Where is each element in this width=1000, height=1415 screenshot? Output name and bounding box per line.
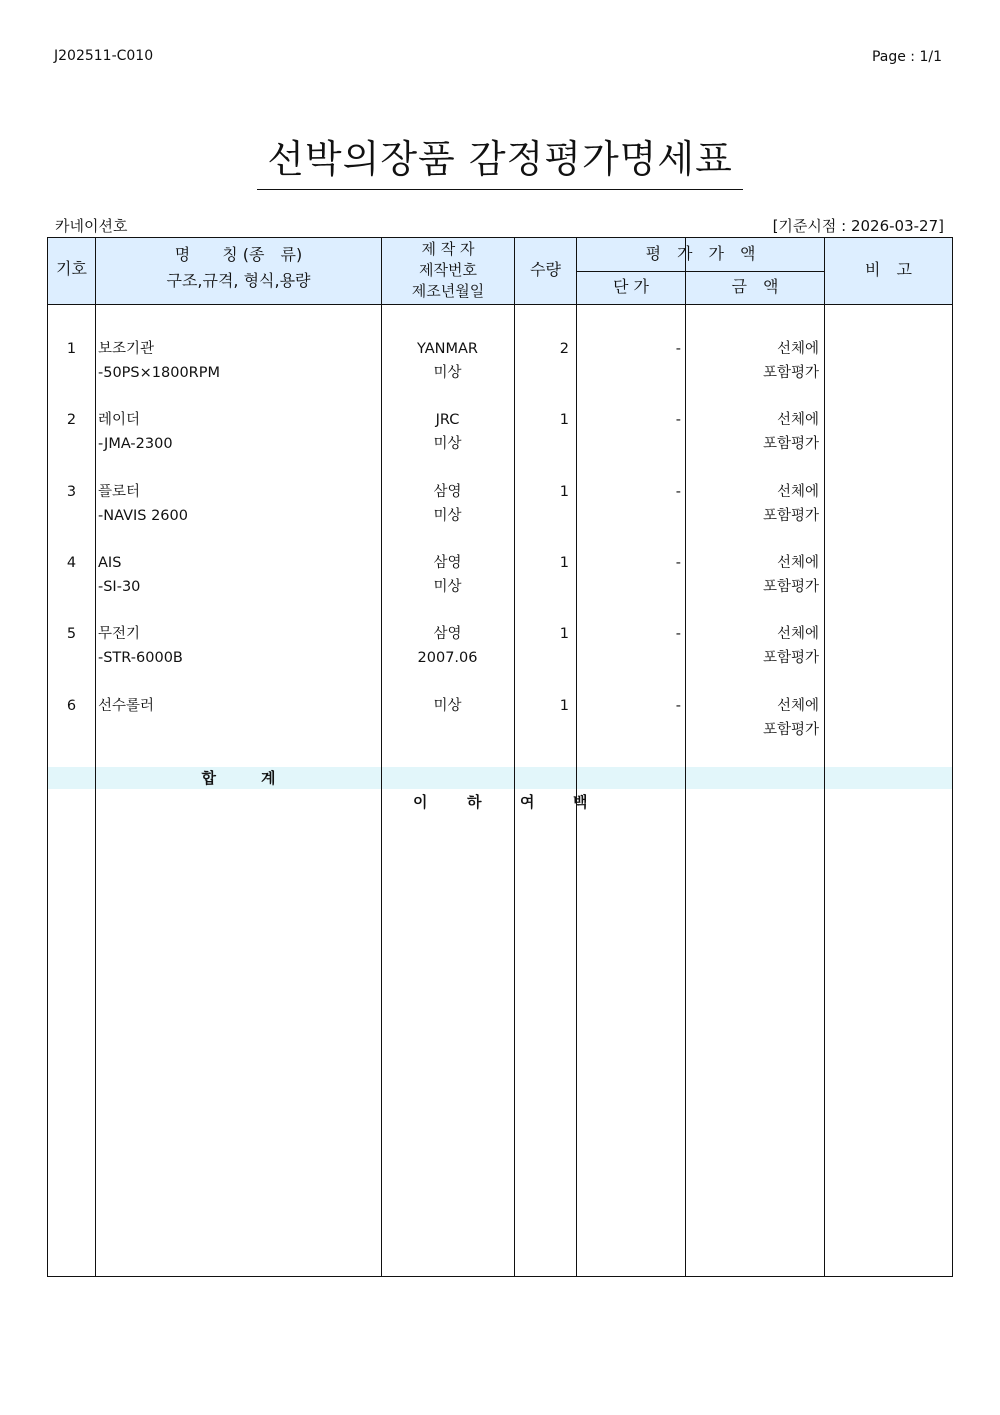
header-divider <box>48 304 952 305</box>
item-qty: 1 <box>559 626 569 642</box>
item-amount: 선체에 <box>776 341 819 357</box>
item-amount-note: 포함평가 <box>762 365 819 381</box>
column-divider <box>685 238 686 1276</box>
header-manufacture-date: 제조년월일 <box>411 282 485 300</box>
item-amount: 선체에 <box>776 626 819 642</box>
item-unit-price: - <box>675 698 681 714</box>
item-name: 플로터 <box>98 484 141 500</box>
item-name: 무전기 <box>98 626 141 642</box>
page-number: Page : 1/1 <box>871 49 942 65</box>
column-divider <box>381 238 382 1276</box>
table-row <box>48 408 952 458</box>
item-spec: -STR-6000B <box>98 650 183 666</box>
item-unit-price: - <box>675 341 681 357</box>
end-note-char: 이 <box>413 793 428 811</box>
column-divider <box>514 238 515 1276</box>
total-label: 합 계 <box>201 769 276 787</box>
header-name: 명 칭 (종 류) <box>174 245 303 264</box>
item-qty: 1 <box>559 412 569 428</box>
row-no: 4 <box>66 555 77 571</box>
item-qty: 1 <box>559 484 569 500</box>
header-remarks: 비 고 <box>865 260 912 279</box>
item-spec: -SI-30 <box>98 579 141 595</box>
item-amount-note: 포함평가 <box>762 722 819 738</box>
header-serial: 제작번호 <box>419 261 477 279</box>
item-maker: 삼영 <box>433 626 462 642</box>
row-no: 1 <box>66 341 77 357</box>
column-divider <box>95 238 96 1276</box>
document-number: J202511-C010 <box>54 48 154 64</box>
column-divider <box>576 238 577 1276</box>
item-qty: 1 <box>559 555 569 571</box>
item-name: AIS <box>98 555 122 571</box>
row-no: 6 <box>66 698 77 714</box>
item-maker: 삼영 <box>433 484 462 500</box>
page-title: 선박의장품 감정평가명세표 <box>257 128 743 190</box>
item-amount: 선체에 <box>776 484 819 500</box>
item-maker: 미상 <box>433 698 462 714</box>
header-maker: 제 작 자 <box>421 240 475 258</box>
row-no: 2 <box>66 412 77 428</box>
table-row <box>48 551 952 601</box>
header-valuation: 평 가 가 액 <box>645 244 756 263</box>
item-spec: -50PS×1800RPM <box>98 365 221 381</box>
item-qty: 1 <box>559 698 569 714</box>
item-unit-price: - <box>675 555 681 571</box>
base-date: [기준시점 : 2026-03-27] <box>772 217 944 235</box>
header-no: 기호 <box>56 259 87 278</box>
column-divider <box>824 238 825 1276</box>
item-amount: 선체에 <box>776 412 819 428</box>
table-row <box>48 337 952 387</box>
valuation-subheader-divider <box>577 271 825 272</box>
item-manufacture-date: 미상 <box>433 579 462 595</box>
end-note-char: 백 <box>573 793 588 811</box>
end-note-char: 하 <box>467 793 482 811</box>
item-maker: 삼영 <box>433 555 462 571</box>
item-amount-note: 포함평가 <box>762 579 819 595</box>
item-qty: 2 <box>559 341 569 357</box>
item-manufacture-date: 미상 <box>433 436 462 452</box>
item-name: 보조기관 <box>98 341 155 357</box>
item-spec: -NAVIS 2600 <box>98 508 188 524</box>
row-no: 5 <box>66 626 77 642</box>
table-row <box>48 694 952 744</box>
item-amount-note: 포함평가 <box>762 508 819 524</box>
item-amount-note: 포함평가 <box>762 650 819 666</box>
row-no: 3 <box>66 484 77 500</box>
item-name: 선수롤러 <box>98 698 155 714</box>
item-name: 레이더 <box>98 412 141 428</box>
item-spec: -JMA-2300 <box>98 436 173 452</box>
item-maker: YANMAR <box>416 341 478 357</box>
end-note-char: 여 <box>520 793 535 811</box>
item-amount-note: 포함평가 <box>762 436 819 452</box>
table-row <box>48 480 952 530</box>
table-frame <box>47 237 953 1277</box>
vessel-name: 카네이션호 <box>55 217 128 235</box>
header-spec: 구조,규격, 형식,용량 <box>166 271 311 290</box>
header-amount: 금 액 <box>731 277 779 296</box>
item-manufacture-date: 미상 <box>433 365 462 381</box>
table-row <box>48 622 952 672</box>
item-unit-price: - <box>675 412 681 428</box>
item-manufacture-date: 2007.06 <box>417 650 478 666</box>
item-amount: 선체에 <box>776 555 819 571</box>
item-manufacture-date: 미상 <box>433 508 462 524</box>
item-amount: 선체에 <box>776 698 819 714</box>
item-unit-price: - <box>675 626 681 642</box>
item-maker: JRC <box>435 412 460 428</box>
item-unit-price: - <box>675 484 681 500</box>
header-unit-price: 단 가 <box>613 277 649 296</box>
header-qty: 수량 <box>530 260 561 279</box>
